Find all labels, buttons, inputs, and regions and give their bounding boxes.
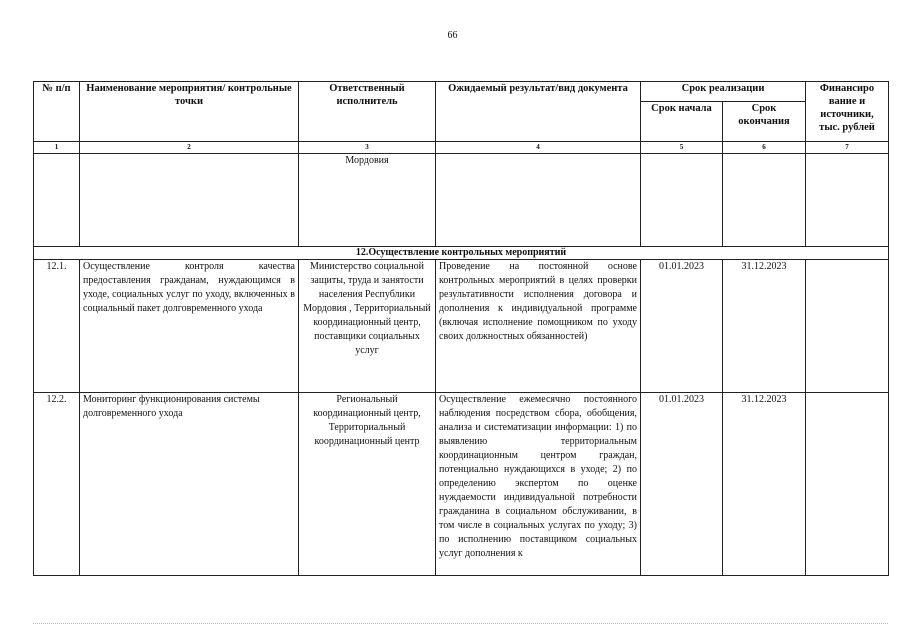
page-edge-dotted-line [33,623,888,625]
executor-cell: Мордовия [299,154,436,247]
row-number: 12.2. [34,393,80,576]
header-name: Наименование мероприятия/ контрольные точки [80,82,299,142]
executor-cell: Региональный координационный центр, Территориальный координационный центр [299,393,436,576]
activities-table [33,81,889,576]
column-number: 7 [806,142,889,154]
result-cell: Проведение на постоянной основе контрольных мероприятий в целях проверки результативности исполнения договора и дополнения к индивидуальной программе (включая исполнение помощником по уходу своих должностных обязанностей) [436,260,641,393]
column-number: 2 [80,142,299,154]
header-num: № п/п [34,82,80,142]
column-number: 5 [641,142,723,154]
table-row [34,260,889,393]
end-date: 31.12.2023 [723,393,806,576]
activity-name: Осуществление контроля качества предоставления гражданам, нуждающимся в уходе, социальных услуг по уходу, включенных в социальный пакет долговременного ухода [80,260,299,393]
page-number: 66 [447,30,458,41]
column-number: 4 [436,142,641,154]
header-term: Срок реализации [641,82,806,102]
header-result: Ожидаемый результат/вид документа [436,82,641,142]
row-number: 12.1. [34,260,80,393]
executor-cell: Министерство социальной защиты, труда и занятости населения Республики Мордовия , Территориальный координационный центр, поставщики социальных услуг [299,260,436,393]
column-number: 3 [299,142,436,154]
activity-name: Мониторинг функционирования системы долговременного ухода [80,393,299,576]
start-date: 01.01.2023 [641,260,723,393]
result-cell: Осуществление ежемесячно постоянного наблюдения посредством сбора, обобщения, анализа и систематизации информации: 1) по выявлению территориальным координационным центром граждан, потенциально нуждающихся в уходе; 2) по определению экспертом по оценке нуждаемости индивидуальной потребности гражданина в социальном обслуживании, в том числе в социальных услугах по уходу; 3) по исполнению поставщиком социальных услуг дополнения к [436,393,641,576]
finance-cell [806,393,889,576]
column-number: 6 [723,142,806,154]
start-date: 01.01.2023 [641,393,723,576]
header-finance: Финансиро вание и источники, тыс. рублей [806,82,889,142]
header-end: Срок окончания [723,102,806,142]
table-row [34,393,889,576]
finance-cell [806,260,889,393]
section-title: 12.Осуществление контрольных мероприятий [34,247,889,260]
section-row [34,247,889,260]
table-row [34,154,889,247]
end-date: 31.12.2023 [723,260,806,393]
header-start: Срок начала [641,102,723,142]
column-number: 1 [34,142,80,154]
header-executor: Ответственный исполнитель [299,82,436,142]
